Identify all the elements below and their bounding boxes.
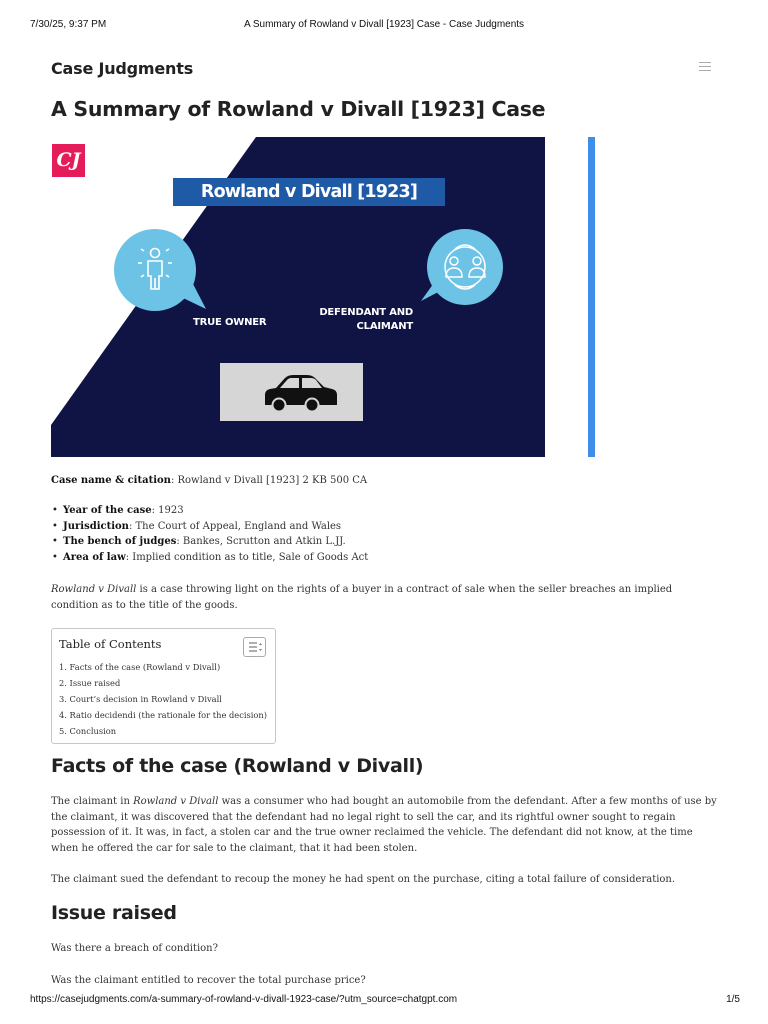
intro-text: is a case throwing light on the rights of a buyer in a contract of sale when the seller breaches an implied condition as to the title of the goods. [51,584,673,611]
facts-text-start: The claimant in [51,796,134,807]
defendant-label-line1: DEFENDANT AND [319,307,413,318]
fact-value: : The Court of Appeal, England and Wales [128,520,342,532]
fact-value: : Implied condition as to title, Sale of Goods Act [125,551,369,563]
list-item [51,503,368,519]
facts-paragraph-1 [51,794,719,856]
hamburger-menu-icon[interactable] [699,62,711,74]
facts-heading: Facts of the case (Rowland v Divall) [51,755,424,777]
fact-label: Area of law [63,551,126,563]
toc-toggle-button[interactable] [243,637,266,657]
defendant-claimant-label [313,306,413,334]
hero-image [51,137,597,457]
case-judgments-logo: CJ [52,144,85,177]
true-owner-label: TRUE OWNER [193,317,267,328]
case-name-value: : Rowland v Divall [1923] 2 KB 500 CA [170,475,368,486]
fact-label: Year of the case [63,505,152,516]
print-page-number: 1/5 [726,994,740,1005]
toc-link-decision[interactable]: 3. Court’s decision in Rowland v Divall [59,694,222,704]
facts-paragraph-2: The claimant sued the defendant to recoup the money he had spent on the purchase, citing a total failure of consideration. [51,874,676,885]
toc-link-issue[interactable]: 2. Issue raised [59,678,121,688]
toc-link-conclusion[interactable]: 5. Conclusion [59,726,117,736]
intro-case-name: Rowland v Divall [51,584,137,595]
fact-label: Jurisdiction [63,520,129,532]
case-facts-list [51,503,368,565]
facts-case-name: Rowland v Divall [133,796,219,807]
fact-value: : 1923 [151,505,184,516]
issue-heading: Issue raised [51,902,177,924]
print-header [0,19,768,33]
case-name-label: Case name & citation [51,475,171,486]
fact-label: The bench of judges [63,536,177,548]
site-header [51,58,717,82]
toc-link-ratio[interactable]: 4. Ratio decidendi (the rationale for the decision) [59,710,267,720]
list-item [51,519,368,535]
toc-heading: Table of Contents [59,637,162,651]
facts-text-rest: was a consumer who had bought an automobile from the defendant. After a few months of use by the claimant, it was discovered that the defendant had no legal right to sell the car, and its rightful owner sought to regain possession of it. It was, in fact, a stolen car and the true owner reclaimed the vehicle. The defendant did not know, at the time when he offered the car for sale to the claimant, that it had been stolen. [51,796,717,854]
intro-paragraph [51,582,719,613]
hero-edge-bar [588,137,595,457]
issue-question-2: Was the claimant entitled to recover the total purchase price? [51,975,366,986]
print-doc-title: A Summary of Rowland v Divall [1923] Case - Case Judgments [243,19,525,30]
list-toggle-icon [244,638,265,656]
list-item [51,550,368,566]
fact-value: : Bankes, Scrutton and Atkin L.JJ. [176,536,346,548]
case-name-citation [51,473,719,489]
site-title-link[interactable]: Case Judgments [51,59,194,78]
table-of-contents [51,628,276,744]
print-url: https://casejudgments.com/a-summary-of-rowland-v-divall-1923-case/?utm_source=chatgpt.com [30,994,458,1005]
issue-question-1: Was there a breach of condition? [51,943,218,954]
hero-banner-title: Rowland v Divall [1923] [173,178,445,206]
defendant-label-line2: CLAIMANT [356,321,413,332]
article-title: A Summary of Rowland v Divall [1923] Case [51,97,546,121]
print-datetime: 7/30/25, 9:37 PM [30,19,107,30]
print-footer [0,994,768,1008]
toc-link-facts[interactable]: 1. Facts of the case (Rowland v Divall) [59,662,221,672]
toc-list [59,659,267,739]
list-item [51,534,368,550]
